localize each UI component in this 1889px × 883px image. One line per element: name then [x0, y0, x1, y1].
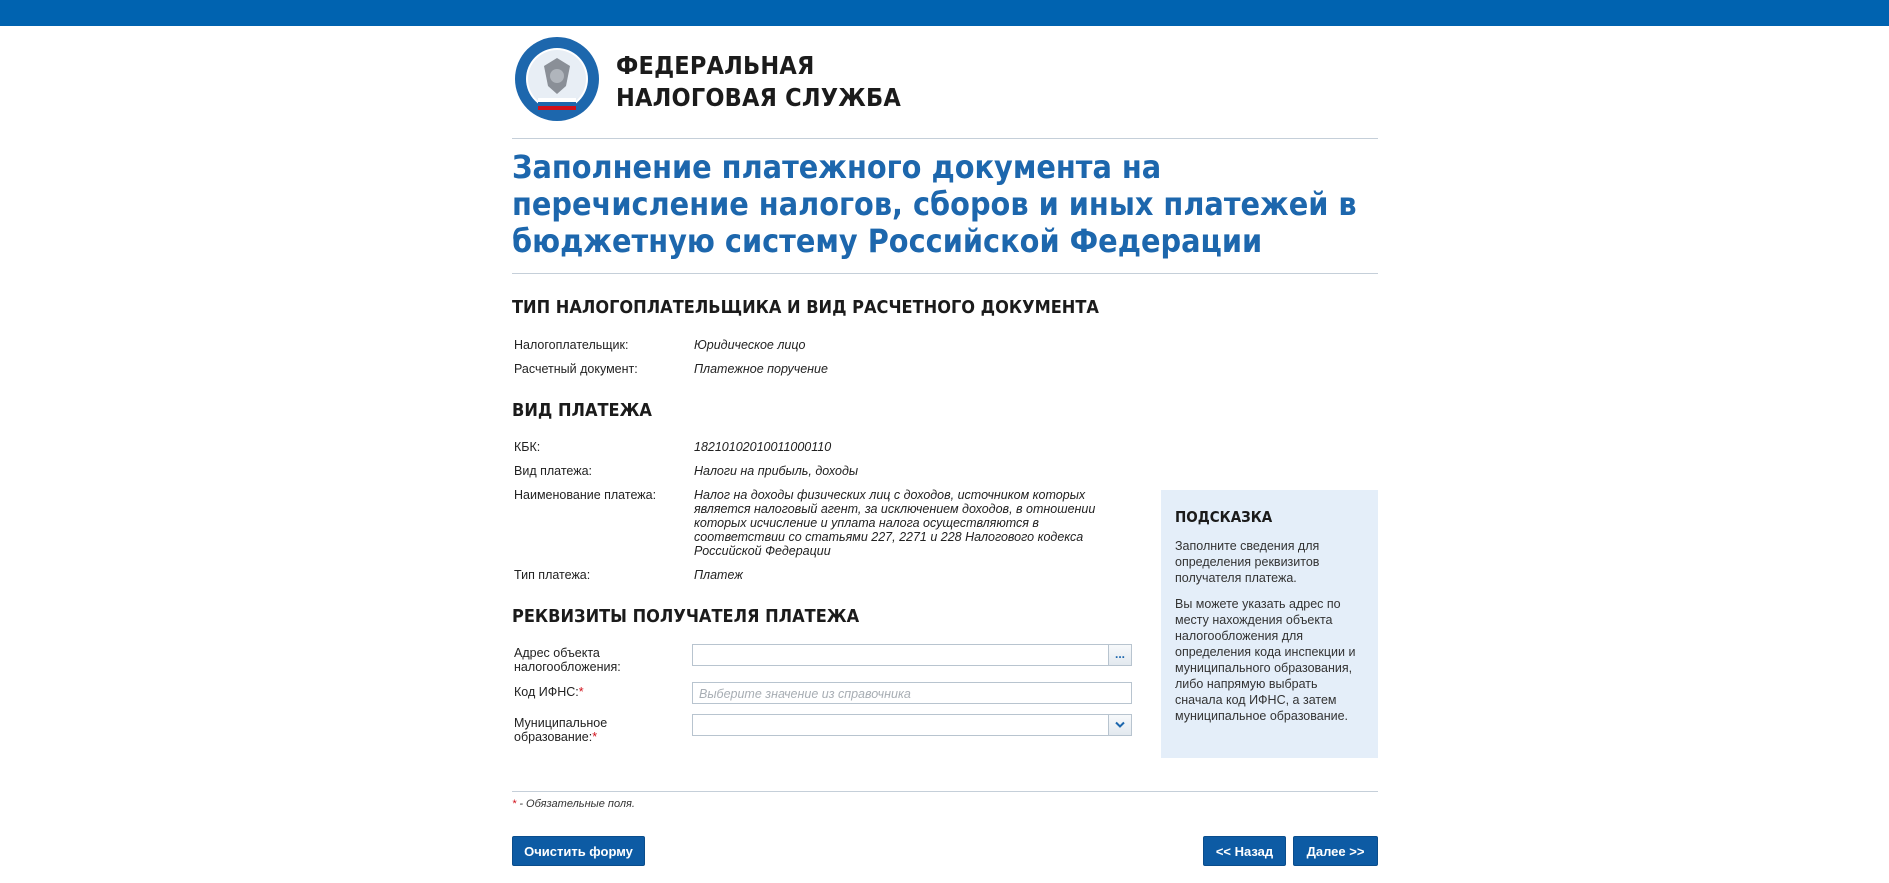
kbk-row [512, 440, 1104, 454]
payment-name-value: Налог на доходы физических лиц с доходов, источником которых является налоговый агент, за исключением доходов, в отношении которых исчисление и уплата налога осуществляются в соответствии со статьями 227, 2271 и 228 Налогового кодекса Российской Федерации [694, 488, 1096, 558]
divider [512, 138, 1378, 139]
divider [512, 273, 1378, 274]
municipal-label-text: Муниципальное образование: [514, 716, 608, 744]
hint-text-1: Заполните сведения для определения реквизитов получателя платежа. [1175, 539, 1320, 585]
page-title: Заполнение платежного документа на перечисление налогов, сборов и иных платежей в бюджетную систему Российской Федерации [512, 148, 1357, 260]
required-fields-note [512, 798, 635, 810]
required-mark: * [592, 730, 598, 744]
ifns-input[interactable] [692, 682, 1132, 704]
back-button[interactable]: << Назад [1203, 836, 1286, 866]
payment-kind-value: Налоги на прибыль, доходы [694, 464, 859, 478]
top-bar [0, 0, 1889, 26]
required-mark: * [512, 798, 517, 810]
document-label: Расчетный документ: [514, 362, 638, 376]
next-button[interactable]: Далее >> [1293, 836, 1378, 866]
site-header [512, 26, 1378, 138]
payment-name-row [512, 488, 1114, 558]
clear-form-button[interactable]: Очистить форму [512, 836, 645, 866]
payment-kind-row [512, 464, 1104, 478]
document-value: Платежное поручение [694, 362, 828, 376]
municipal-dropdown-button[interactable] [1108, 714, 1132, 736]
hint-text-2: Вы можете указать адрес по месту нахождения объекта налогообложения для определения кода инспекции и муниципального образования, либо напрямую выбрать сначала код ИФНС, а затем муниципальное образование. [1175, 597, 1356, 723]
hint-title: ПОДСКАЗКА [1175, 508, 1273, 526]
payment-kind-label: Вид платежа: [514, 464, 593, 478]
municipal-label [514, 716, 674, 744]
section-heading-recipient: РЕКВИЗИТЫ ПОЛУЧАТЕЛЯ ПЛАТЕЖА [512, 606, 860, 627]
taxpayer-row [512, 338, 1104, 352]
required-mark: * [578, 685, 584, 699]
chevron-down-icon [1115, 721, 1125, 729]
org-name-line2: НАЛОГОВАЯ СЛУЖБА [616, 83, 901, 112]
municipal-select[interactable] [692, 714, 1132, 736]
ifns-label [514, 685, 584, 699]
hint-panel [1161, 490, 1378, 758]
divider [512, 791, 1378, 792]
payment-type-value: Платеж [694, 568, 743, 582]
required-note-text: - Обязательные поля. [516, 798, 635, 810]
taxpayer-value: Юридическое лицо [694, 338, 806, 352]
org-name [616, 50, 901, 114]
payment-type-row [512, 568, 1104, 582]
payment-type-label: Тип платежа: [514, 568, 591, 582]
taxpayer-label: Налогоплательщик: [514, 338, 629, 352]
page-container [512, 26, 1378, 859]
ifns-placeholder: Выберите значение из справочника [699, 687, 911, 701]
ifns-label-text: Код ИФНС: [514, 685, 579, 699]
payment-name-label: Наименование платежа: [514, 488, 657, 502]
section-heading-payment: ВИД ПЛАТЕЖА [512, 400, 652, 421]
kbk-label: КБК: [514, 440, 541, 454]
address-label: Адрес объекта налогообложения: [514, 646, 621, 674]
org-name-line1: ФЕДЕРАЛЬНАЯ [616, 51, 815, 80]
address-input[interactable] [692, 644, 1132, 666]
document-row [512, 362, 1104, 376]
address-lookup-button[interactable]: ... [1108, 644, 1132, 666]
kbk-value: 18210102010011000110 [694, 440, 832, 454]
section-heading-taxpayer: ТИП НАЛОГОПЛАТЕЛЬЩИКА И ВИД РАСЧЕТНОГО ДОКУМЕНТА [512, 297, 1099, 318]
fns-emblem-icon[interactable] [514, 36, 600, 122]
